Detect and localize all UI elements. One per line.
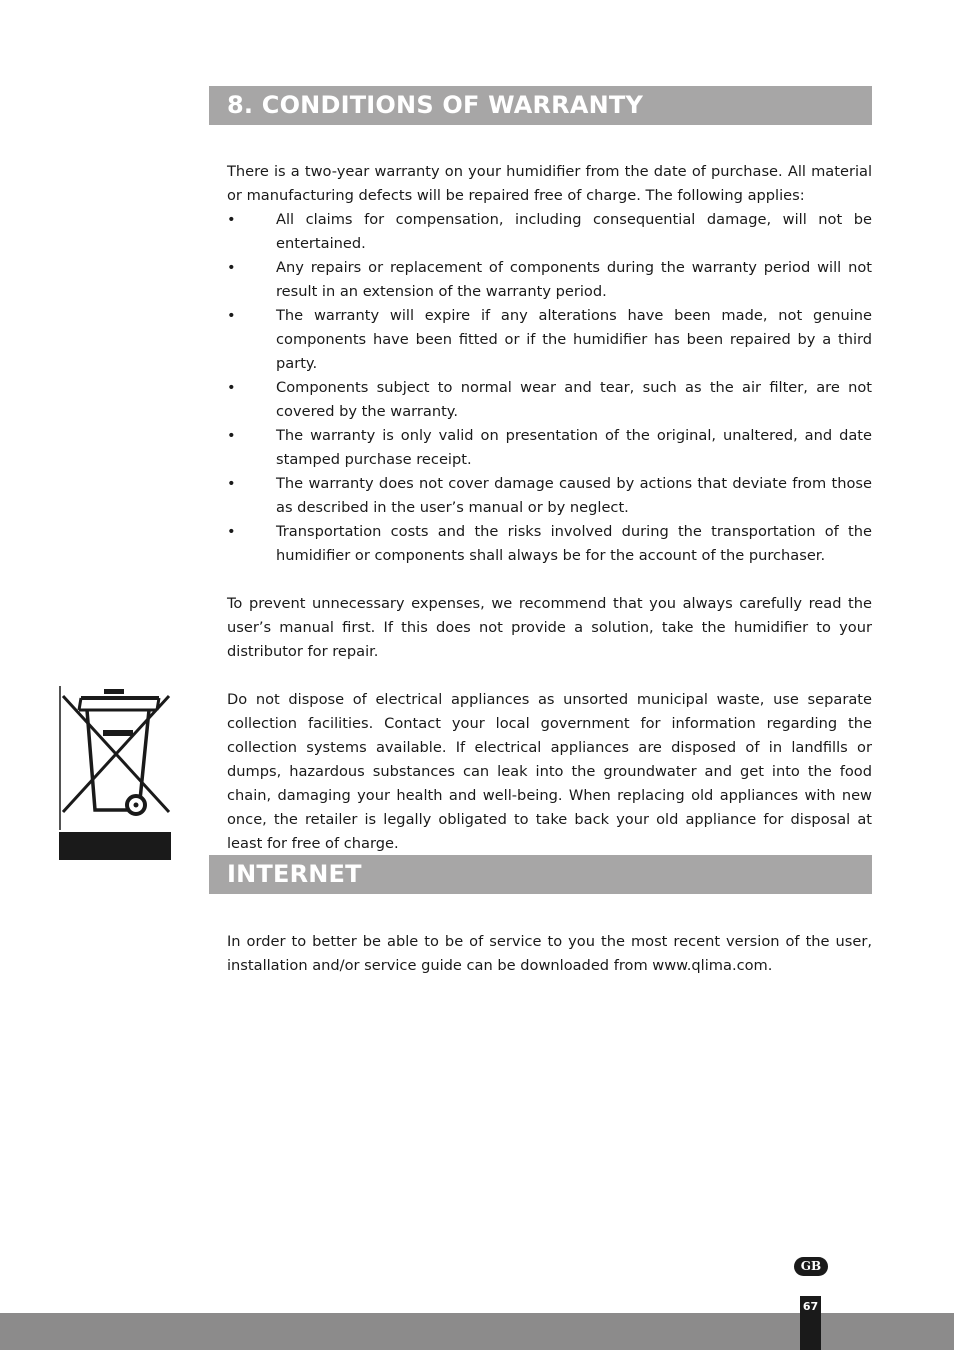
bullet-icon: • xyxy=(227,475,236,492)
list-item-text: All claims for compensation, including consequential damage, will not be entertained. xyxy=(276,211,872,252)
warranty-conditions-list xyxy=(227,208,872,568)
list-item xyxy=(227,424,872,472)
list-item-text: Components subject to normal wear and tear, such as the air filter, are not covered by the warranty. xyxy=(276,379,872,420)
language-badge: GB xyxy=(794,1257,828,1276)
list-item xyxy=(227,208,872,256)
disposal-notice: Do not dispose of electrical appliances as unsorted municipal waste, use separate collection facilities. Contact your local government for information regarding the collection systems available. If electrical appliances are disposed of in landfills or dumps, hazardous substances can leak into the groundwater and get into the food chain, damaging your health and well-being. When replacing old appliances with new once, the retailer is legally obligated to take back your old appliance for disposal at least for free of charge. xyxy=(227,691,872,852)
list-item-text: Any repairs or replacement of components during the warranty period will not result in an extension of the warranty period. xyxy=(276,259,872,300)
section-title-warranty: 8. CONDITIONS OF WARRANTY xyxy=(209,86,872,125)
list-item xyxy=(227,256,872,304)
list-item-text: The warranty will expire if any alterations have been made, not genuine components have been fitted or if the humidifier has been repaired by a third party. xyxy=(276,307,872,372)
bullet-icon: • xyxy=(227,523,236,540)
bullet-icon: • xyxy=(227,307,236,324)
list-item xyxy=(227,520,872,568)
bullet-icon: • xyxy=(227,211,236,228)
list-item-text: Transportation costs and the risks involved during the transportation of the humidifier or components shall always be for the account of the purchaser. xyxy=(276,523,872,564)
list-item xyxy=(227,376,872,424)
section-title-internet: INTERNET xyxy=(209,855,872,894)
warranty-body xyxy=(227,160,872,856)
list-item-text: The warranty is only valid on presentation of the original, unaltered, and date stamped purchase receipt. xyxy=(276,427,872,468)
warranty-recommendation: To prevent unnecessary expenses, we recommend that you always carefully read the user’s manual first. If this does not provide a solution, take the humidifier to your distributor for repair. xyxy=(227,595,872,660)
internet-body xyxy=(227,930,872,978)
internet-text: In order to better be able to be of service to you the most recent version of the user, installation and/or service guide can be downloaded from www.qlima.com. xyxy=(227,933,872,974)
list-item xyxy=(227,472,872,520)
list-item xyxy=(227,304,872,376)
bullet-icon: • xyxy=(227,379,236,396)
warranty-intro: There is a two-year warranty on your humidifier from the date of purchase. All material or manufacturing defects will be repaired free of charge. The following applies: xyxy=(227,163,872,204)
list-item-text: The warranty does not cover damage caused by actions that deviate from those as described in the user’s manual or by neglect. xyxy=(276,475,872,516)
bullet-icon: • xyxy=(227,259,236,276)
bullet-icon: • xyxy=(227,427,236,444)
crossed-out-wheelie-bin-icon xyxy=(59,686,171,860)
page-number: 67 xyxy=(800,1296,821,1350)
